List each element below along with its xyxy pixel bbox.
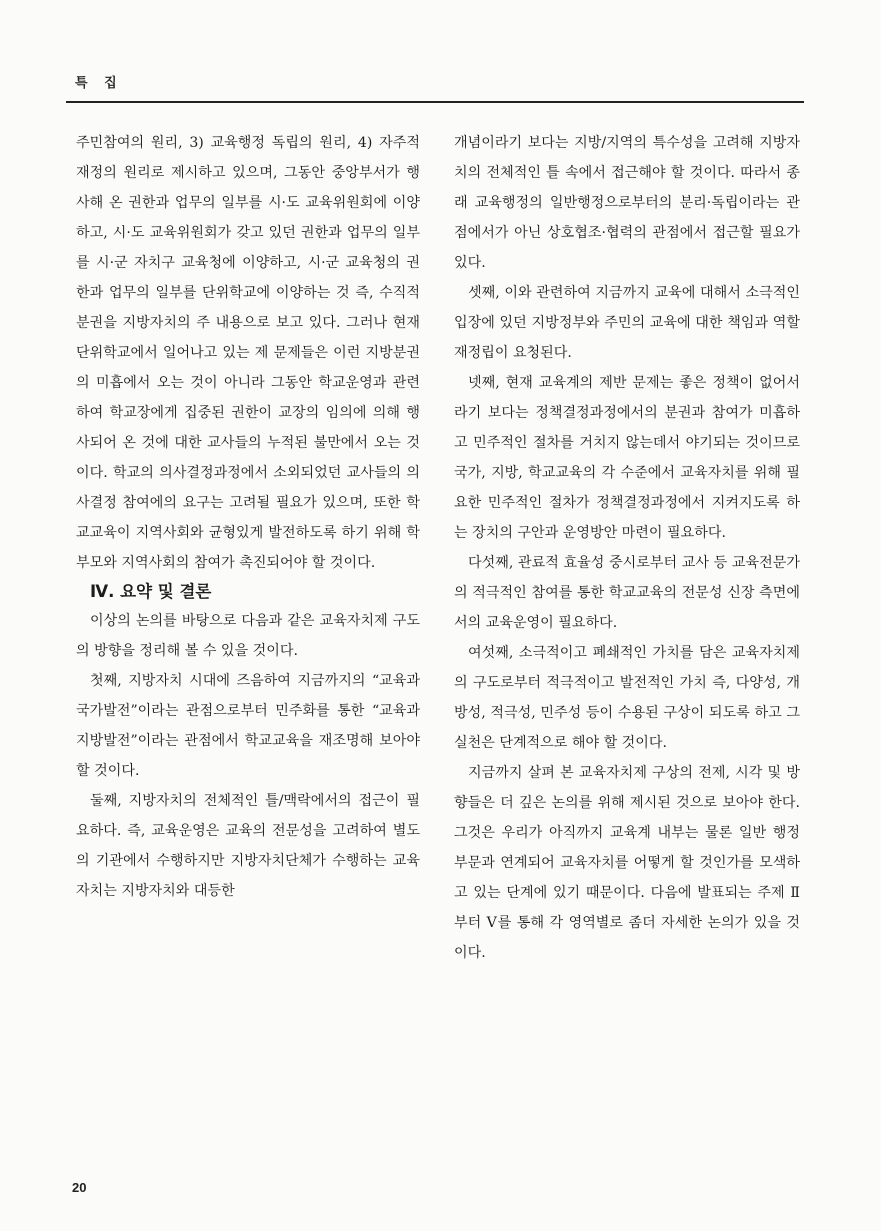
left-paragraph-3: 첫째, 지방자치 시대에 즈음하여 지금까지의 “교육과 국가발전”이라는 관점으로부터 민주화를 통한 “교육과 지방발전”이라는 관점에서 학교교육을 재조명해 보아야 할 것이다. — [76, 673, 420, 779]
left-paragraph-1: 주민참여의 원리, 3) 교육행정 독립의 원리, 4) 자주적 재정의 원리로 제시하고 있으며, 그동안 중앙부서가 행사해 온 권한과 업무의 일부를 시·도 교육위원회에 이양하고, 시·도 교육위원회가 갖고 있던 권한과 업무의 일부를 시·군 자치구 교육청에 이양하고, 시·군 교육청의 권한과 업무의 일부를 단위학교에 이양하는 것 즉, 수직적 분권을 지방자치의 주 내용으로 보고 있다. 그러나 현재 단위학교에서 일어나고 있는 제 문제들은 이런 지방분권의 미흡에서 오는 것이 아니라 그동안 학교운영과 관련하여 학교장에게 집중된 권한이 교장의 임의에 의해 행사되어 온 것에 대한 교사들의 누적된 불만에서 오는 것이다. 학교의 의사결정과정에서 소외되었던 교사들의 의사결정 참여에의 요구는 고려될 필요가 있으며, 또한 학교교육이 지역사회와 균형있게 발전하도록 하기 위해 학부모와 지역사회의 참여가 촉진되어야 할 것이다. — [76, 135, 420, 571]
right-paragraph-1: 개념이라기 보다는 지방/지역의 특수성을 고려해 지방자치의 전체적인 틀 속에서 접근해야 할 것이다. 따라서 종래 교육행정의 일반행정으로부터의 분리·독립이라는 관점에서가 아닌 상호협조·협력의 관점에서 접근할 필요가 있다. — [454, 135, 800, 271]
right-paragraph-5: 여섯째, 소극적이고 폐쇄적인 가치를 담은 교육자치제의 구도로부터 적극적이고 발전적인 가치 즉, 다양성, 개방성, 적극성, 민주성 등이 수용된 구상이 되도록 하고 그 실천은 단계적으로 해야 할 것이다. — [454, 645, 800, 751]
header-rule — [66, 101, 804, 103]
section-label: 특 집 — [75, 76, 123, 91]
right-paragraph-4: 다섯째, 관료적 효율성 중시로부터 교사 등 교육전문가의 적극적인 참여를 통한 학교교육의 전문성 신장 측면에서의 교육운영이 필요하다. — [454, 555, 800, 631]
left-paragraph-4: 둘째, 지방자치의 전체적인 틀/맥락에서의 접근이 필요하다. 즉, 교육운영은 교육의 전문성을 고려하여 별도의 기관에서 수행하지만 지방자치단체가 수행하는 교육자치는 지방자치와 대등한 — [76, 793, 420, 899]
page-number: 20 — [72, 1180, 87, 1195]
right-paragraph-3: 넷째, 현재 교육계의 제반 문제는 좋은 정책이 없어서라기 보다는 정책결정과정에서의 분권과 참여가 미흡하고 민주적인 절차를 거치지 않는데서 야기되는 것이므로 국가, 지방, 학교교육의 각 수준에서 교육자치를 위해 필요한 민주적인 절차가 정책결정과정에서 지켜지도록 하는 장치의 구안과 운영방안 마련이 필요하다. — [454, 375, 800, 541]
right-paragraph-2: 셋째, 이와 관련하여 지금까지 교육에 대해서 소극적인 입장에 있던 지방정부와 주민의 교육에 대한 책임과 역할 재정립이 요청된다. — [454, 285, 800, 361]
section-title: Ⅳ. 요약 및 결론 — [90, 582, 212, 601]
left-column — [76, 128, 420, 906]
right-paragraph-6: 지금까지 살펴 본 교육자치제 구상의 전제, 시각 및 방향들은 더 깊은 논의를 위해 제시된 것으로 보아야 한다. 그것은 우리가 아직까지 교육계 내부는 물론 일반 행정 부문과 연계되어 교육자치를 어떻게 할 것인가를 모색하고 있는 단계에 있기 때문이다. 다음에 발표되는 주제 Ⅱ부터 Ⅴ를 통해 각 영역별로 좀더 자세한 논의가 있을 것이다. — [454, 765, 800, 961]
left-paragraph-2: 이상의 논의를 바탕으로 다음과 같은 교육자치제 구도의 방향을 정리해 볼 수 있을 것이다. — [76, 613, 420, 659]
right-column — [454, 128, 800, 968]
